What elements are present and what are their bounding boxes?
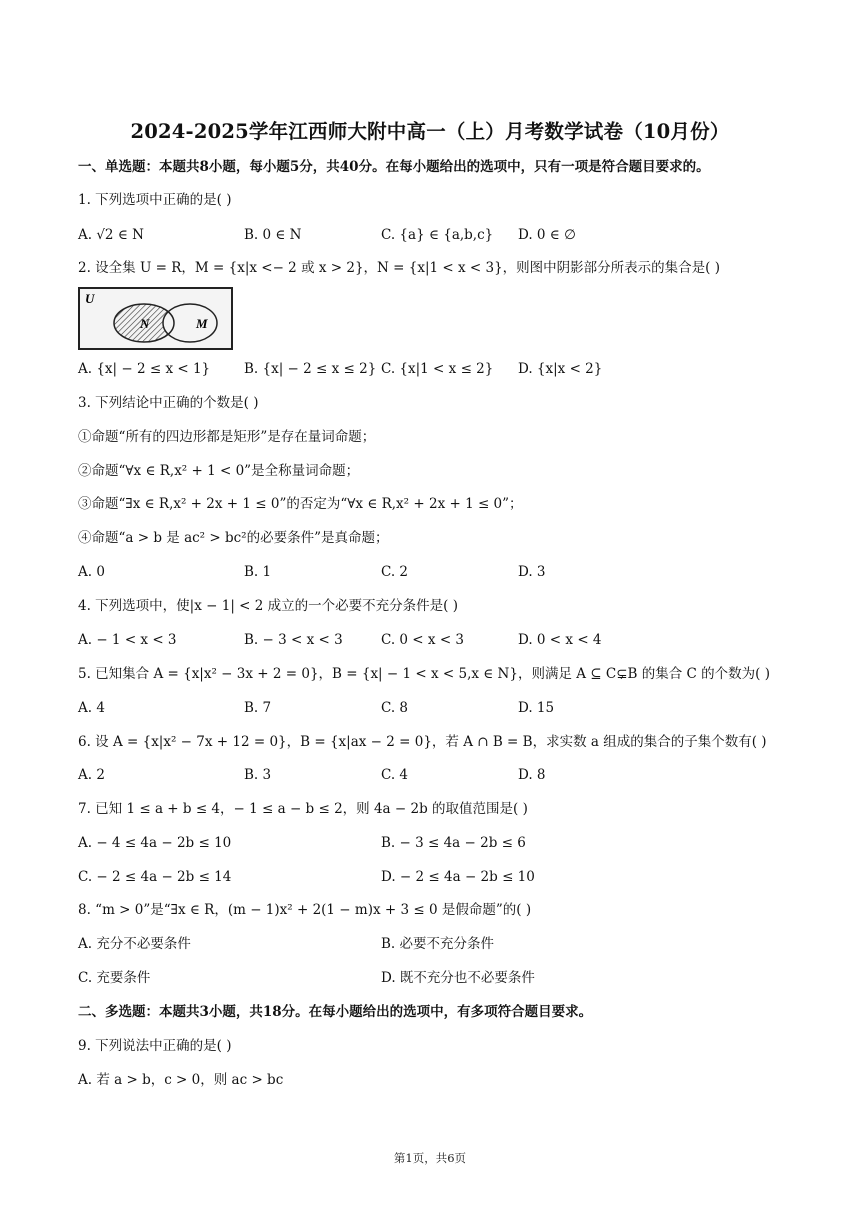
question-2-option-a: A. {x| − 2 ≤ x < 1} bbox=[78, 361, 211, 377]
venn-label-u: U bbox=[85, 291, 95, 306]
question-3-option-c: C. 2 bbox=[381, 564, 409, 580]
question-1-option-c: C. {a} ∈ {a,b,c} bbox=[381, 227, 494, 243]
question-5-stem: 5. 已知集合 A = {x|x² − 3x + 2 = 0}，B = {x| − 1 < x < 5,x ∈ N}，则满足 A ⊆ C⊊B 的集合 C 的个数为( ) bbox=[78, 666, 770, 682]
question-2-option-d: D. {x|x < 2} bbox=[518, 361, 603, 377]
question-1-option-d: D. 0 ∈ ∅ bbox=[518, 227, 576, 243]
question-9-stem: 9. 下列说法中正确的是( ) bbox=[78, 1038, 232, 1054]
question-3-statement-2: ②命题“∀x ∈ R,x² + 1 < 0”是全称量词命题； bbox=[78, 463, 360, 479]
question-1-option-b: B. 0 ∈ N bbox=[244, 227, 302, 243]
venn-label-n: N bbox=[140, 316, 150, 331]
question-6-option-c: C. 4 bbox=[381, 767, 409, 783]
question-8-option-a: A. 充分不必要条件 bbox=[78, 936, 191, 952]
question-3-statement-1: ①命题“所有的四边形都是矩形”是存在量词命题； bbox=[78, 429, 376, 445]
page-footer: 第1页，共6页 bbox=[393, 1151, 467, 1165]
question-7-stem: 7. 已知 1 ≤ a + b ≤ 4，− 1 ≤ a − b ≤ 2，则 4a − 2b 的取值范围是( ) bbox=[78, 801, 528, 817]
question-8-option-d: D. 既不充分也不必要条件 bbox=[381, 970, 535, 986]
question-4-option-c: C. 0 < x < 3 bbox=[381, 632, 465, 648]
question-6-stem: 6. 设 A = {x|x² − 7x + 12 = 0}，B = {x|ax − 2 = 0}，若 A ∩ B = B，求实数 a 组成的集合的子集个数有( ) bbox=[78, 734, 767, 750]
question-6-option-a: A. 2 bbox=[78, 767, 105, 783]
question-3-option-d: D. 3 bbox=[518, 564, 546, 580]
question-8-option-c: C. 充要条件 bbox=[78, 970, 151, 986]
section-heading-multi-choice: 二、多选题：本题共3小题，共18分。在每小题给出的选项中，有多项符合题目要求。 bbox=[78, 1004, 593, 1020]
question-7-option-a: A. − 4 ≤ 4a − 2b ≤ 10 bbox=[78, 835, 232, 851]
question-5-option-c: C. 8 bbox=[381, 700, 409, 716]
question-3-statement-3: ③命题“∃x ∈ R,x² + 2x + 1 ≤ 0”的否定为“∀x ∈ R,x² + 2x + 1 ≤ 0”； bbox=[78, 496, 523, 512]
page-title: 2024-2025学年江西师大附中高一（上）月考数学试卷（10月份） bbox=[130, 120, 730, 143]
question-2-option-b: B. {x| − 2 ≤ x ≤ 2} bbox=[244, 361, 377, 377]
question-8-option-b: B. 必要不充分条件 bbox=[381, 936, 495, 952]
question-5-option-a: A. 4 bbox=[78, 700, 105, 716]
question-5-option-b: B. 7 bbox=[244, 700, 272, 716]
question-5-option-d: D. 15 bbox=[518, 700, 555, 716]
question-6-option-b: B. 3 bbox=[244, 767, 272, 783]
question-3-option-a: A. 0 bbox=[78, 564, 105, 580]
question-2-option-c: C. {x|1 < x ≤ 2} bbox=[381, 361, 494, 377]
question-4-stem: 4. 下列选项中，使|x − 1| < 2 成立的一个必要不充分条件是( ) bbox=[78, 598, 458, 614]
question-7-option-d: D. − 2 ≤ 4a − 2b ≤ 10 bbox=[381, 869, 535, 885]
section-heading-single-choice: 一、单选题：本题共8小题，每小题5分，共40分。在每小题给出的选项中，只有一项是符合题目要求的。 bbox=[78, 159, 710, 175]
question-7-option-c: C. − 2 ≤ 4a − 2b ≤ 14 bbox=[78, 869, 232, 885]
question-1-stem: 1. 下列选项中正确的是( ) bbox=[78, 192, 232, 208]
question-4-option-a: A. − 1 < x < 3 bbox=[78, 632, 177, 648]
question-4-option-d: D. 0 < x < 4 bbox=[518, 632, 602, 648]
question-3-option-b: B. 1 bbox=[244, 564, 272, 580]
venn-label-m: M bbox=[196, 316, 208, 331]
question-6-option-d: D. 8 bbox=[518, 767, 546, 783]
question-3-stem: 3. 下列结论中正确的个数是( ) bbox=[78, 395, 259, 411]
question-8-stem: 8. “m > 0”是“∃x ∈ R，(m − 1)x² + 2(1 − m)x + 3 ≤ 0 是假命题”的( ) bbox=[78, 902, 532, 918]
question-3-statement-4: ④命题“a > b 是 ac² > bc²的必要条件”是真命题； bbox=[78, 530, 389, 546]
venn-diagram bbox=[78, 287, 233, 350]
question-7-option-b: B. − 3 ≤ 4a − 2b ≤ 6 bbox=[381, 835, 526, 851]
question-4-option-b: B. − 3 < x < 3 bbox=[244, 632, 343, 648]
question-1-option-a: A. √2 ∈ N bbox=[78, 227, 144, 243]
question-2-stem: 2. 设全集 U = R，M = {x|x <− 2 或 x > 2}，N = {x|1 < x < 3}，则图中阴影部分所表示的集合是( ) bbox=[78, 260, 720, 276]
question-9-option-a: A. 若 a > b，c > 0，则 ac > bc bbox=[78, 1072, 284, 1088]
